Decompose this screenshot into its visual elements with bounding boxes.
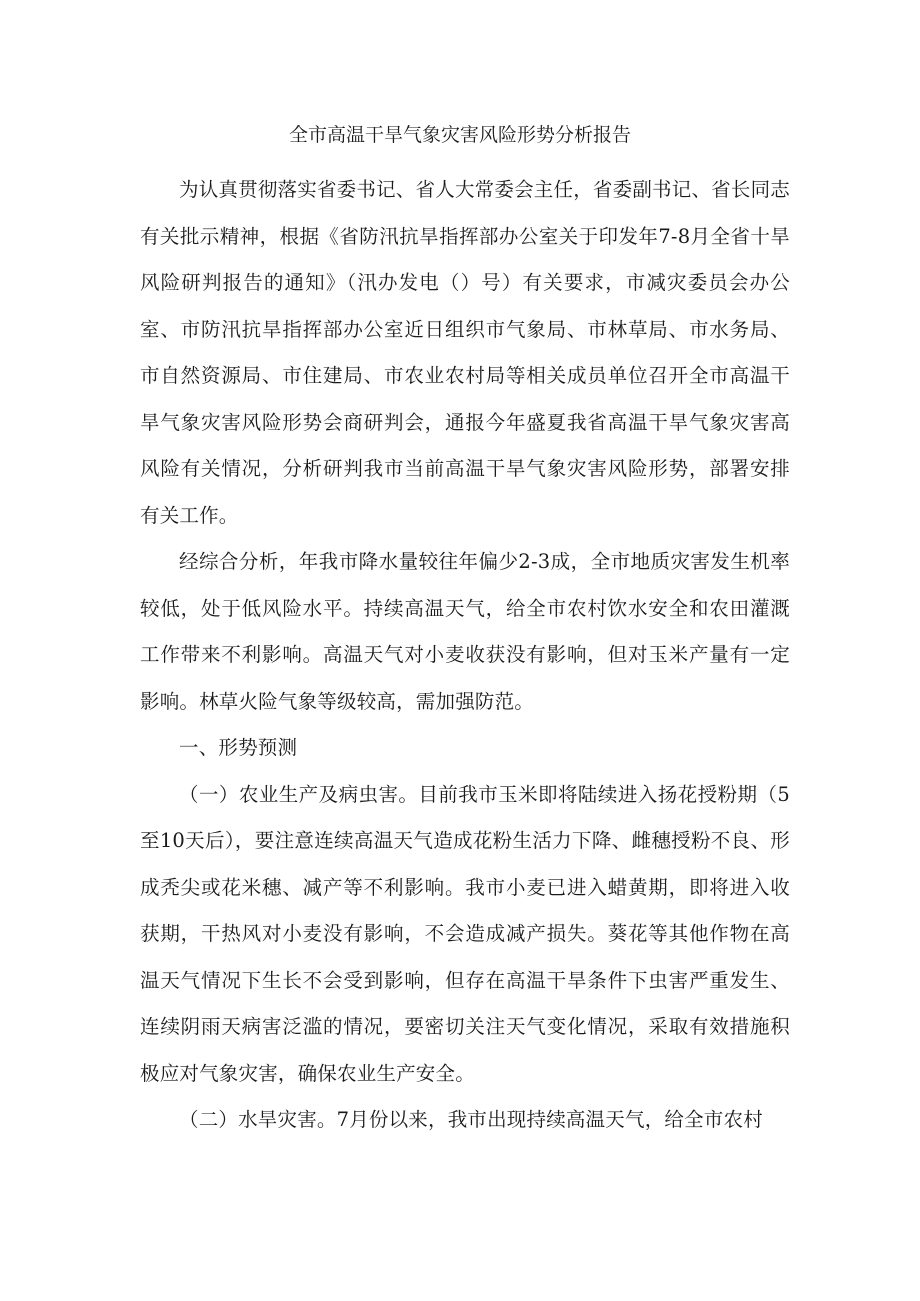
- paragraph-analysis: 经综合分析，年我市降水量较往年偏少2-3成，全市地质灾害发生机率较低，处于低风险水平。持续高温天气，给全市农村饮水安全和农田灌溉工作带来不利影响。高温天气对小麦收获没有影响，但对玉米产量有一定影响。林草火险气象等级较高，需加强防范。: [140, 550, 790, 713]
- paragraph-agriculture: （一）农业生产及病虫害。目前我市玉米即将陆续进入扬花授粉期（5至10天后），要注意连续高温天气造成花粉生活力下降、雌穗授粉不良、形成秃尖或花米穗、减产等不利影响。我市小麦已进入蜡黄期，即将进入收获期，干热风对小麦没有影响，不会造成减产损失。葵花等其他作物在高温天气情况下生长不会受到影响，但存在高温干旱条件下虫害严重发生、连续阴雨天病害泛滥的情况，要密切关注天气变化情况，采取有效措施积极应对气象灾害，确保农业生产安全。: [140, 782, 790, 1085]
- paragraph-flood-drought: （二）水旱灾害。7月份以来，我市出现持续高温天气，给全市农村: [179, 1108, 763, 1131]
- paragraph-intro: 为认真贯彻落实省委书记、省人大常委会主任，省委副书记、省长同志有关批示精神，根据《省防汛抗旱指挥部办公室关于印发年7-8月全省十旱风险研判报告的通知》（汛办发电（）号）有关要求，市减灾委员会办公室、市防汛抗旱指挥部办公室近日组织市气象局、市林草局、市水务局、市自然资源局、市住建局、市农业农村局等相关成员单位召开全市高温干旱气象灾害风险形势会商研判会，通报今年盛夏我省高温干旱气象灾害高风险有关情况，分析研判我市当前高温干旱气象灾害风险形势，部署安排有关工作。: [140, 178, 790, 527]
- section-heading-forecast: 一、形势预测: [179, 736, 298, 759]
- document-body: [140, 167, 790, 1144]
- document-title: 全市高温干旱气象灾害风险形势分析报告: [288, 124, 631, 146]
